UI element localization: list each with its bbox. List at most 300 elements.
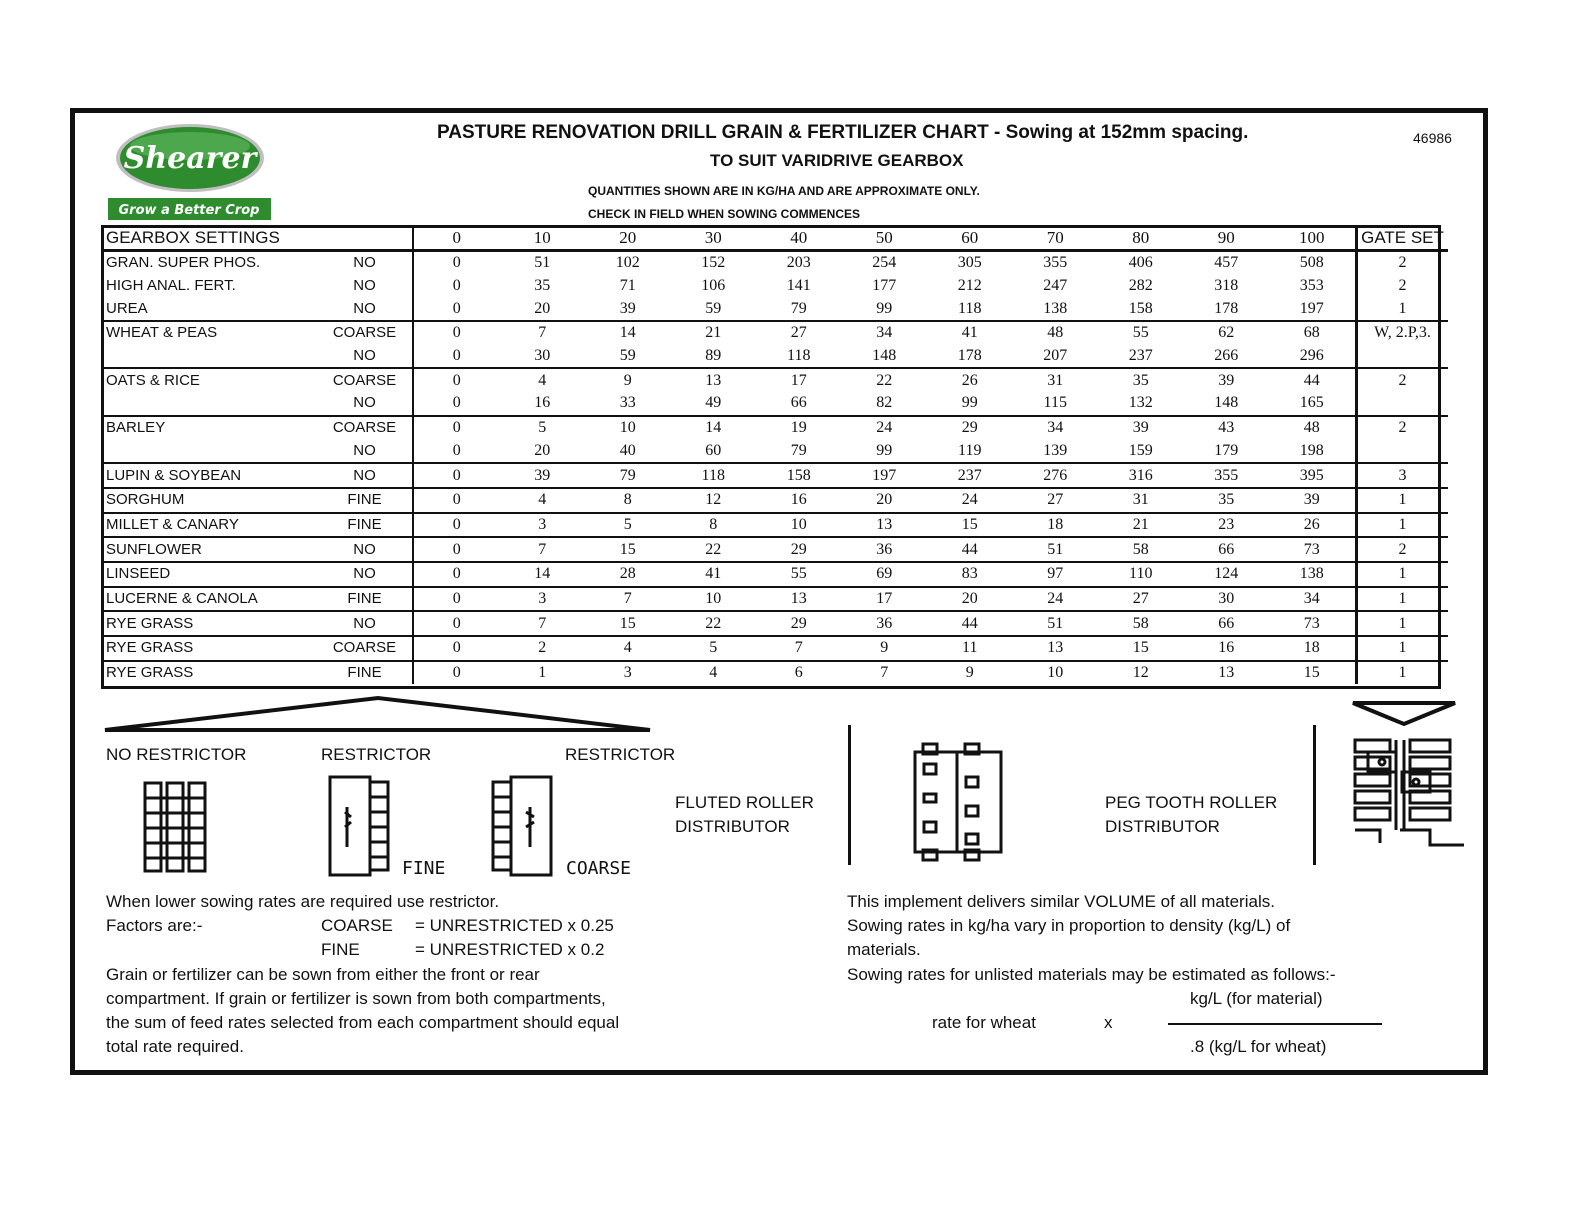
crop-name-cell: OATS & RICE xyxy=(106,371,200,389)
rate-cell: 27 xyxy=(1098,587,1184,612)
rate-cell: 0 xyxy=(413,537,500,562)
gate-set-cell: 1 xyxy=(1356,297,1448,321)
restrictor-cell: FINE xyxy=(317,488,413,513)
peg-distributor-label: DISTRIBUTOR xyxy=(1105,817,1220,836)
divider-left xyxy=(848,725,851,865)
gate-set-cell: 1 xyxy=(1356,587,1448,612)
coarse-factor-formula: = UNRESTRICTED x 0.25 xyxy=(415,916,614,935)
rate-cell: 66 xyxy=(1184,611,1270,636)
gearbox-setting-header: 60 xyxy=(927,227,1013,251)
crop-name-cell: MILLET & CANARY xyxy=(103,513,317,538)
rate-cell: 237 xyxy=(1098,345,1184,369)
rate-cell: 148 xyxy=(842,345,928,369)
rate-cell: 3 xyxy=(500,513,586,538)
restrictor-cell: COARSE xyxy=(317,636,413,661)
rate-cell: 79 xyxy=(585,463,671,488)
gate-set-cell: 1 xyxy=(1356,513,1448,538)
crop-name-cell xyxy=(103,440,317,464)
gearbox-setting-header: 40 xyxy=(756,227,842,251)
rate-cell: 139 xyxy=(1013,440,1099,464)
rate-cell: 0 xyxy=(452,419,461,437)
rate-cell: 31 xyxy=(1047,371,1064,389)
rate-cell: 34 xyxy=(876,324,893,342)
rate-cell: 99 xyxy=(927,392,1013,416)
crop-name-cell: UREA xyxy=(103,297,317,321)
rate-cell: 4 xyxy=(500,488,586,513)
rate-cell: 21 xyxy=(705,324,722,342)
restrictor-cell: NO xyxy=(317,345,413,369)
gate-set-header: GATE SET xyxy=(1356,227,1448,251)
rate-cell: 30 xyxy=(1184,587,1270,612)
gate-set-cell: 1 xyxy=(1356,636,1448,661)
table-row xyxy=(103,636,1448,661)
rate-cell: 17 xyxy=(790,371,807,389)
rate-cell: 0 xyxy=(413,345,500,369)
rate-cell: 29 xyxy=(961,419,978,437)
rate-cell: 355 xyxy=(1184,463,1270,488)
rate-cell: 51 xyxy=(1013,611,1099,636)
rate-cell: 7 xyxy=(585,587,671,612)
gate-set-cell: 2 xyxy=(1356,368,1448,392)
rate-cell: 39 xyxy=(1132,419,1149,437)
rate-cell: 79 xyxy=(756,440,842,464)
restrictor-label-fine: RESTRICTOR xyxy=(321,745,432,764)
rate-cell: 355 xyxy=(1043,254,1068,272)
rate-cell: 33 xyxy=(585,392,671,416)
rate-cell: 35 xyxy=(534,277,551,295)
table-row xyxy=(103,345,1448,369)
rate-cell: 41 xyxy=(961,324,978,342)
logo-tagline: Grow a Better Crop xyxy=(118,203,260,218)
rate-cell: 41 xyxy=(671,562,757,587)
table-row xyxy=(103,611,1448,636)
gate-set-cell xyxy=(1356,440,1448,464)
gate-set-cell xyxy=(1356,392,1448,416)
gearbox-setting-header: 50 xyxy=(842,227,928,251)
gate-set-cell: W, 2.P,3. xyxy=(1356,321,1448,345)
rate-cell: 106 xyxy=(701,277,726,295)
page-subtitle: TO SUIT VARIDRIVE GEARBOX xyxy=(710,151,964,170)
rate-cell: 197 xyxy=(1269,297,1356,321)
quantities-note: QUANTITIES SHOWN ARE IN KG/HA AND ARE APPROXIMATE ONLY. xyxy=(588,184,980,198)
rate-cell: 318 xyxy=(1214,277,1239,295)
table-row xyxy=(103,562,1448,587)
rate-cell: 73 xyxy=(1269,611,1356,636)
formula-numerator: kg/L (for material) xyxy=(1190,989,1323,1008)
density-note-1: Sowing rates in kg/ha vary in proportion to density (kg/L) of xyxy=(847,916,1291,935)
rate-cell: 97 xyxy=(1013,562,1099,587)
rate-cell: 48 xyxy=(1303,419,1320,437)
gearbox-setting-header: 0 xyxy=(413,227,500,251)
rate-cell: 44 xyxy=(1303,371,1320,389)
volume-note: This implement delivers similar VOLUME of all materials. xyxy=(847,892,1275,911)
restrictor-cell: FINE xyxy=(317,513,413,538)
fluted-distributor-label: DISTRIBUTOR xyxy=(675,817,790,836)
compartment-note-2: compartment. If grain or fertilizer is sown from both compartments, xyxy=(106,989,606,1008)
page-title: PASTURE RENOVATION DRILL GRAIN & FERTILIZER CHART - Sowing at 152mm spacing. xyxy=(437,122,1249,143)
crop-name-cell: SORGHUM xyxy=(103,488,317,513)
rate-cell: 55 xyxy=(756,562,842,587)
restrictor-cell: NO xyxy=(317,611,413,636)
rate-cell: 148 xyxy=(1184,392,1270,416)
formula-times: x xyxy=(1104,1013,1113,1032)
rate-cell: 4 xyxy=(709,664,718,682)
rate-cell: 89 xyxy=(671,345,757,369)
fine-label: FINE xyxy=(402,858,446,879)
rate-cell: 178 xyxy=(1184,297,1270,321)
rate-cell: 3 xyxy=(623,664,632,682)
rate-cell: 7 xyxy=(500,611,586,636)
rate-cell: 124 xyxy=(1184,562,1270,587)
restrictor-cell: NO xyxy=(317,392,413,416)
gate-set-cell: 2 xyxy=(1356,537,1448,562)
estimate-note: Sowing rates for unlisted materials may be estimated as follows:- xyxy=(847,965,1336,984)
crop-name-cell: HIGH ANAL. FERT. xyxy=(106,277,236,295)
logo-brand: Shearer xyxy=(123,141,257,176)
rate-cell: 40 xyxy=(585,440,671,464)
gearbox-settings-header: GEARBOX SETTINGS xyxy=(103,227,317,251)
rate-cell: 4 xyxy=(585,636,671,661)
rate-cell: 99 xyxy=(842,440,928,464)
rate-cell: 62 xyxy=(1218,324,1235,342)
rate-cell: 15 xyxy=(1098,636,1184,661)
rate-cell: 237 xyxy=(927,463,1013,488)
rate-cell: 276 xyxy=(1013,463,1099,488)
compartment-note-1: Grain or fertilizer can be sown from either the front or rear xyxy=(106,965,540,984)
gate-set-cell: 1 xyxy=(1356,562,1448,587)
rate-cell: 2 xyxy=(500,636,586,661)
rate-cell: 0 xyxy=(413,297,500,321)
rate-cell: 1 xyxy=(538,664,547,682)
rate-cell: 254 xyxy=(872,254,897,272)
gate-arrow-icon xyxy=(1350,700,1460,730)
rate-cell: 203 xyxy=(786,254,811,272)
rate-cell: 28 xyxy=(585,562,671,587)
rate-cell: 177 xyxy=(872,277,897,295)
rate-cell: 118 xyxy=(756,345,842,369)
no-restrictor-label: NO RESTRICTOR xyxy=(106,745,247,764)
rate-cell: 138 xyxy=(1269,562,1356,587)
gate-set-cell: 2 xyxy=(1356,251,1448,275)
rate-cell: 9 xyxy=(623,371,632,389)
fluted-roller-label: FLUTED ROLLER xyxy=(675,793,814,812)
rate-cell: 296 xyxy=(1269,345,1356,369)
rate-cell: 83 xyxy=(927,562,1013,587)
rate-cell: 14 xyxy=(705,419,722,437)
rate-cell: 27 xyxy=(1013,488,1099,513)
rate-cell: 26 xyxy=(1269,513,1356,538)
coarse-factor-label: COARSE xyxy=(321,916,393,935)
rate-cell: 266 xyxy=(1184,345,1270,369)
rate-cell: 132 xyxy=(1098,392,1184,416)
gate-set-cell: 1 xyxy=(1356,488,1448,513)
gate-set-cell: 2 xyxy=(1356,416,1448,440)
restrictor-cell: COARSE xyxy=(317,321,413,345)
restrictor-bracket xyxy=(100,695,660,735)
rate-cell: 36 xyxy=(842,611,928,636)
rate-cell: 55 xyxy=(1132,324,1149,342)
rate-cell: 60 xyxy=(671,440,757,464)
rate-cell: 22 xyxy=(876,371,893,389)
rate-cell: 3 xyxy=(500,587,586,612)
crop-name-cell xyxy=(103,345,317,369)
rate-cell: 10 xyxy=(756,513,842,538)
rate-cell: 59 xyxy=(585,345,671,369)
rate-cell: 11 xyxy=(927,636,1013,661)
rate-cell: 22 xyxy=(671,611,757,636)
rate-cell: 10 xyxy=(619,419,636,437)
fine-factor-label: FINE xyxy=(321,940,360,959)
table-header-row xyxy=(103,227,1448,251)
rate-cell: 13 xyxy=(1218,664,1235,682)
restrictor-cell: COARSE xyxy=(317,368,413,392)
rate-cell: 48 xyxy=(1047,324,1064,342)
rate-cell: 508 xyxy=(1299,254,1324,272)
formula-fraction-bar xyxy=(1168,1023,1382,1025)
rate-cell: 353 xyxy=(1299,277,1324,295)
rate-cell: 44 xyxy=(927,611,1013,636)
restrictor-cell: NO xyxy=(317,251,413,275)
rate-cell: 66 xyxy=(756,392,842,416)
crop-name-cell: LINSEED xyxy=(103,562,317,587)
rate-cell: 6 xyxy=(794,664,803,682)
restrictor-cell: NO xyxy=(317,440,413,464)
rate-cell: 39 xyxy=(500,463,586,488)
rate-cell: 118 xyxy=(927,297,1013,321)
gate-set-cell: 3 xyxy=(1356,463,1448,488)
gearbox-setting-header: 70 xyxy=(1013,227,1099,251)
compartment-note-4: total rate required. xyxy=(106,1037,244,1056)
table-row xyxy=(103,537,1448,562)
rate-cell: 27 xyxy=(790,324,807,342)
restrictor-cell: NO xyxy=(317,537,413,562)
peg-roller-label: PEG TOOTH ROLLER xyxy=(1105,793,1278,812)
coarse-restrictor-icon xyxy=(488,772,563,882)
rate-cell: 115 xyxy=(1013,392,1099,416)
rate-cell: 18 xyxy=(1269,636,1356,661)
rate-cell: 12 xyxy=(671,488,757,513)
rate-cell: 15 xyxy=(585,537,671,562)
rate-cell: 15 xyxy=(585,611,671,636)
rate-cell: 82 xyxy=(842,392,928,416)
rate-cell: 179 xyxy=(1184,440,1270,464)
rate-cell: 30 xyxy=(500,345,586,369)
rate-cell: 16 xyxy=(756,488,842,513)
rate-cell: 197 xyxy=(842,463,928,488)
table-row xyxy=(103,416,1448,440)
rate-cell: 0 xyxy=(413,562,500,587)
rate-cell: 138 xyxy=(1013,297,1099,321)
rate-cell: 21 xyxy=(1098,513,1184,538)
rate-cell: 0 xyxy=(413,463,500,488)
rate-cell: 0 xyxy=(452,664,461,682)
rate-cell: 212 xyxy=(957,277,982,295)
rate-cell: 102 xyxy=(615,254,640,272)
rate-cell: 39 xyxy=(1218,371,1235,389)
rate-cell: 141 xyxy=(786,277,811,295)
divider-right xyxy=(1313,725,1316,865)
rate-cell: 20 xyxy=(500,440,586,464)
rate-cell: 178 xyxy=(927,345,1013,369)
rate-cell: 0 xyxy=(413,611,500,636)
rate-cell: 35 xyxy=(1132,371,1149,389)
table-row xyxy=(103,463,1448,488)
rate-cell: 0 xyxy=(452,371,461,389)
rate-cell: 0 xyxy=(452,324,461,342)
rate-cell: 36 xyxy=(842,537,928,562)
rate-cell: 305 xyxy=(957,254,982,272)
crop-name-cell: BARLEY xyxy=(106,419,166,437)
rate-cell: 71 xyxy=(619,277,636,295)
rate-cell: 118 xyxy=(671,463,757,488)
rate-cell: 7 xyxy=(880,664,889,682)
rate-cell: 165 xyxy=(1269,392,1356,416)
rate-cell: 119 xyxy=(927,440,1013,464)
gearbox-setting-header: 10 xyxy=(500,227,586,251)
rate-cell: 19 xyxy=(790,419,807,437)
rate-cell: 15 xyxy=(927,513,1013,538)
gearbox-setting-header: 30 xyxy=(671,227,757,251)
compartment-note-3: the sum of feed rates selected from each compartment should equal xyxy=(106,1013,620,1032)
gate-set-cell xyxy=(1356,345,1448,369)
rate-cell: 49 xyxy=(671,392,757,416)
crop-name-cell: WHEAT & PEAS xyxy=(106,324,218,342)
rate-cell: 22 xyxy=(671,537,757,562)
rate-cell: 44 xyxy=(927,537,1013,562)
rate-cell: 14 xyxy=(619,324,636,342)
crop-name-cell: RYE GRASS xyxy=(103,611,317,636)
rate-cell: 0 xyxy=(413,392,500,416)
rate-cell: 66 xyxy=(1184,537,1270,562)
gearbox-setting-header: 100 xyxy=(1269,227,1356,251)
gate-set-cell: 1 xyxy=(1356,661,1448,685)
rate-cell: 13 xyxy=(842,513,928,538)
rate-cell: 17 xyxy=(842,587,928,612)
rate-cell: 5 xyxy=(671,636,757,661)
rate-cell: 73 xyxy=(1269,537,1356,562)
rate-cell: 58 xyxy=(1098,537,1184,562)
rate-cell: 39 xyxy=(585,297,671,321)
factors-label: Factors are:- xyxy=(106,916,203,935)
rate-cell: 7 xyxy=(538,324,547,342)
rate-cell: 395 xyxy=(1269,463,1356,488)
rate-cell: 0 xyxy=(413,488,500,513)
rate-cell: 15 xyxy=(1303,664,1320,682)
rate-cell: 13 xyxy=(756,587,842,612)
rate-cell: 158 xyxy=(1098,297,1184,321)
table-row xyxy=(103,488,1448,513)
rate-cell: 58 xyxy=(1098,611,1184,636)
rate-cell: 23 xyxy=(1184,513,1270,538)
table-row xyxy=(103,513,1448,538)
rate-cell: 10 xyxy=(671,587,757,612)
rate-cell: 24 xyxy=(927,488,1013,513)
check-note: CHECK IN FIELD WHEN SOWING COMMENCES xyxy=(588,207,860,221)
restrictor-label-coarse: RESTRICTOR xyxy=(565,745,676,764)
gate-set-cell: 2 xyxy=(1356,275,1448,298)
rate-cell: 69 xyxy=(842,562,928,587)
fine-factor-formula: = UNRESTRICTED x 0.2 xyxy=(415,940,605,959)
table-row xyxy=(103,275,1448,298)
rate-cell: 43 xyxy=(1218,419,1235,437)
crop-name-cell: LUPIN & SOYBEAN xyxy=(103,463,317,488)
restrictor-cell: FINE xyxy=(317,661,413,685)
restrictor-header-cell xyxy=(317,227,413,251)
table-row xyxy=(103,297,1448,321)
rate-cell: 10 xyxy=(1047,664,1064,682)
table-row xyxy=(103,251,1448,275)
rate-cell: 9 xyxy=(842,636,928,661)
rate-cell: 406 xyxy=(1128,254,1153,272)
rate-cell: 24 xyxy=(876,419,893,437)
rate-cell: 0 xyxy=(413,513,500,538)
rate-cell: 158 xyxy=(756,463,842,488)
rate-cell: 34 xyxy=(1047,419,1064,437)
rate-cell: 5 xyxy=(538,419,547,437)
restrictor-cell: NO xyxy=(317,463,413,488)
rate-cell: 0 xyxy=(413,440,500,464)
rate-cell: 16 xyxy=(1184,636,1270,661)
rate-cell: 8 xyxy=(585,488,671,513)
rate-cell: 68 xyxy=(1303,324,1320,342)
table-row xyxy=(103,368,1448,392)
crop-name-cell: RYE GRASS xyxy=(103,636,317,661)
sowing-rate-table xyxy=(103,227,1448,684)
restrictor-cell: FINE xyxy=(317,587,413,612)
gate-mechanism-icon xyxy=(1350,735,1468,860)
document-number: 46986 xyxy=(1413,130,1452,146)
rate-cell: 8 xyxy=(671,513,757,538)
rate-cell: 4 xyxy=(538,371,547,389)
rate-cell: 0 xyxy=(413,636,500,661)
density-note-2: materials. xyxy=(847,940,921,959)
rate-cell: 18 xyxy=(1013,513,1099,538)
rate-cell: 282 xyxy=(1128,277,1153,295)
rate-cell: 24 xyxy=(1013,587,1099,612)
rate-cell: 159 xyxy=(1098,440,1184,464)
formula-rate-label: rate for wheat xyxy=(932,1013,1036,1032)
shearer-logo xyxy=(108,122,278,224)
restrictor-cell: NO xyxy=(317,562,413,587)
crop-name-cell xyxy=(103,392,317,416)
rate-cell: 5 xyxy=(585,513,671,538)
rate-cell: 99 xyxy=(842,297,928,321)
rate-cell: 34 xyxy=(1269,587,1356,612)
formula-denominator: .8 (kg/L for wheat) xyxy=(1190,1037,1327,1056)
rate-cell: 59 xyxy=(671,297,757,321)
restrictor-note: When lower sowing rates are required use restrictor. xyxy=(106,892,500,911)
rate-cell: 20 xyxy=(927,587,1013,612)
rate-cell: 0 xyxy=(452,254,461,272)
crop-name-cell: GRAN. SUPER PHOS. xyxy=(106,254,261,272)
rate-cell: 29 xyxy=(756,611,842,636)
gearbox-setting-header: 80 xyxy=(1098,227,1184,251)
rate-cell: 20 xyxy=(842,488,928,513)
restrictor-cell: NO xyxy=(317,275,413,298)
table-row xyxy=(103,440,1448,464)
restrictor-cell: COARSE xyxy=(317,416,413,440)
gate-set-cell: 1 xyxy=(1356,611,1448,636)
rate-cell: 13 xyxy=(705,371,722,389)
crop-name-cell: SUNFLOWER xyxy=(103,537,317,562)
rate-cell: 247 xyxy=(1043,277,1068,295)
rate-cell: 31 xyxy=(1098,488,1184,513)
gearbox-setting-header: 20 xyxy=(585,227,671,251)
rate-cell: 7 xyxy=(500,537,586,562)
crop-name-cell: LUCERNE & CANOLA xyxy=(103,587,317,612)
rate-cell: 207 xyxy=(1013,345,1099,369)
table-row xyxy=(103,661,1448,685)
